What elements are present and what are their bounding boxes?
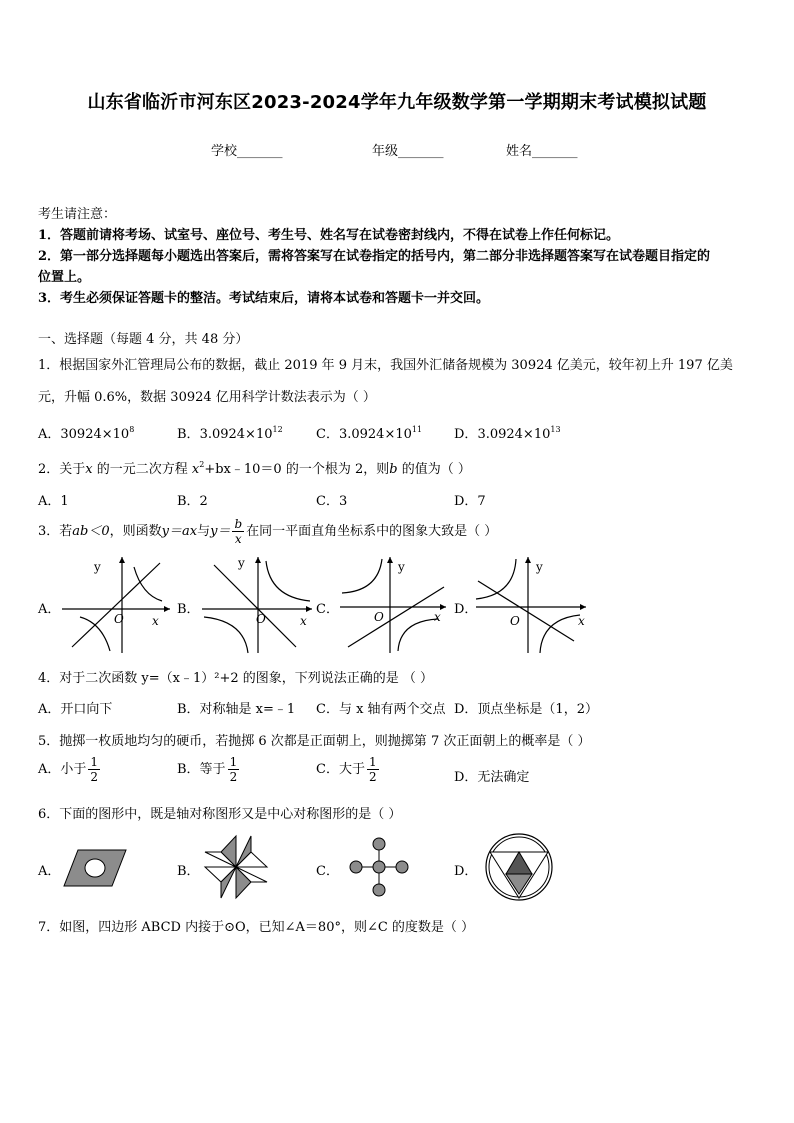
y-label: y xyxy=(398,560,405,574)
numerator: 1 xyxy=(90,755,99,769)
notice-item-2-cont: 位置上。 xyxy=(38,270,91,285)
origin-label: O xyxy=(114,612,124,626)
hyperbola-branch-1 xyxy=(342,559,382,593)
circle-hole xyxy=(85,859,105,877)
q1-option-a xyxy=(38,423,134,442)
q6-option-b-letter: B． xyxy=(177,864,200,879)
option-base: 3.0924×10 xyxy=(477,427,551,442)
x-label: x xyxy=(578,614,585,628)
q3-option-b-letter: B． xyxy=(177,602,200,617)
notice-heading: 考生请注意： xyxy=(38,207,117,222)
x-axis-arrow xyxy=(580,604,586,610)
q3-f2-den: x xyxy=(232,531,244,545)
q4-option-a: A．开口向下 xyxy=(38,702,113,717)
q5-option-c xyxy=(316,756,381,783)
option-prefix: A．小于 xyxy=(38,762,87,777)
section-heading: 一、选择题（每题 4 分，共 48 分） xyxy=(38,332,249,347)
name-field xyxy=(506,140,578,159)
school-label: 学校 xyxy=(211,144,238,159)
notice-item-3: 3．考生必须保证答题卡的整洁。考试结束后，请将本试卷和答题卡一并交回。 xyxy=(38,291,490,306)
denominator: 2 xyxy=(90,770,99,784)
y-label: y xyxy=(536,560,543,574)
hyperbola-branch-2 xyxy=(540,615,580,653)
q1-option-d xyxy=(454,423,561,442)
q1-option-c xyxy=(316,423,422,442)
q2-eq-x: x xyxy=(191,462,200,477)
hyperbola-branch-1 xyxy=(476,559,516,599)
linear-line xyxy=(348,587,444,647)
grade-label: 年级 xyxy=(372,144,399,159)
q3-graph-d xyxy=(474,555,590,655)
option-exp: 11 xyxy=(411,425,423,434)
denominator: 2 xyxy=(368,770,377,784)
q3-f1: y＝ax xyxy=(161,524,198,539)
q2-stem xyxy=(38,458,471,477)
q2-pre: 2．关于 xyxy=(38,462,86,477)
y-axis-arrow xyxy=(387,557,393,563)
q2-var-b: b xyxy=(389,462,398,477)
q3-post: 在同一平面直角坐标系中的图象大致是（ ） xyxy=(246,524,498,539)
x-axis-arrow xyxy=(440,604,446,610)
q3-mid2: 与 xyxy=(197,524,211,539)
origin-label: O xyxy=(374,610,384,624)
q3-pre: 3．若 xyxy=(38,524,73,539)
linear-line xyxy=(478,581,574,641)
option-exp: 12 xyxy=(272,425,283,434)
q2-option-b: B．2 xyxy=(177,494,208,509)
hyperbola-branch-2 xyxy=(204,617,248,653)
q3-stem xyxy=(38,518,497,545)
q1-option-b xyxy=(177,423,283,442)
q2-option-c: C．3 xyxy=(316,494,348,509)
q4-option-d: D．顶点坐标是（1，2） xyxy=(454,702,598,717)
q6-stem: 6．下面的图形中，既是轴对称图形又是中心对称图形的是（ ） xyxy=(38,807,402,822)
q6-figure-d xyxy=(484,832,554,902)
q5-option-b xyxy=(177,756,241,783)
denominator: 2 xyxy=(229,770,238,784)
notice-item-2: 2．第一部分选择题每小题选出答案后，需将答案写在试卷指定的括号内，第二部分非选择题答案写在试卷题目指定的 xyxy=(38,249,711,264)
linear-line xyxy=(214,565,296,647)
q4-option-b: B．对称轴是 x=﹣1 xyxy=(177,702,296,717)
q3-option-c-letter: C． xyxy=(316,602,339,617)
grade-blank: _______ xyxy=(398,144,444,159)
circle-top xyxy=(373,838,385,850)
q6-figure-c xyxy=(346,836,412,898)
q2-eq-sup: 2 xyxy=(199,460,205,469)
option-base: 3.0924×10 xyxy=(338,427,412,442)
q4-option-c: C．与 x 轴有两个交点 xyxy=(316,702,446,717)
x-label: x xyxy=(152,614,159,628)
name-blank: _______ xyxy=(532,144,578,159)
x-axis-arrow xyxy=(164,606,170,612)
q3-mid1: ，则函数 xyxy=(109,524,162,539)
q2-var-x: x xyxy=(85,462,93,477)
y-axis-arrow xyxy=(525,557,531,563)
q6-figure-b xyxy=(203,834,269,900)
hyperbola-branch-2 xyxy=(80,617,110,651)
q3-cond: ab＜0 xyxy=(72,524,110,539)
q3-graph-b xyxy=(200,555,315,655)
q3-f2-lhs: y＝ xyxy=(210,524,231,539)
hyperbola-branch-1 xyxy=(266,561,310,601)
fraction xyxy=(367,756,379,783)
circle-left xyxy=(350,861,362,873)
y-label: y xyxy=(94,560,101,574)
y-label: y xyxy=(238,556,245,570)
school-blank: _______ xyxy=(237,144,283,159)
q3-f2-frac xyxy=(232,518,244,545)
name-label: 姓名 xyxy=(506,144,533,159)
q5-option-d: D．无法确定 xyxy=(454,770,530,785)
school-field xyxy=(211,140,283,159)
q5-stem: 5．抛掷一枚质地均匀的硬币，若抛掷 6 次都是正面朝上，则抛掷第 7 次正面朝上的概率是（ ） xyxy=(38,734,591,749)
page-title: 山东省临沂市河东区2023-2024学年九年级数学第一学期期末考试模拟试题 xyxy=(87,92,707,113)
q2-option-a: A．1 xyxy=(38,494,69,509)
x-label: x xyxy=(434,610,441,624)
circle-bottom xyxy=(373,884,385,896)
linear-line xyxy=(72,563,160,647)
origin-label: O xyxy=(256,612,266,626)
option-letter: C． xyxy=(316,427,339,442)
q3-option-a-letter: A． xyxy=(38,602,61,617)
q6-option-d-letter: D． xyxy=(454,864,478,879)
y-axis-arrow xyxy=(255,557,261,563)
circle-center xyxy=(373,861,385,873)
option-letter: A． xyxy=(38,427,61,442)
y-axis-arrow xyxy=(119,557,125,563)
option-prefix: B．等于 xyxy=(177,762,226,777)
q2-mid1: 的一元二次方程 xyxy=(92,462,192,477)
fraction xyxy=(228,756,240,783)
q2-post: 的值为（ ） xyxy=(397,462,471,477)
q1-line1: 1．根据国家外汇管理局公布的数据，截止 2019 年 9 月末，我国外汇储备规模为 30924 亿美元，较年初上升 197 亿美 xyxy=(38,358,733,373)
q5-option-a xyxy=(38,756,102,783)
q3-graph-c xyxy=(338,555,450,655)
option-letter: D． xyxy=(454,427,478,442)
q3-option-d-letter: D． xyxy=(454,602,478,617)
q3-graph-a xyxy=(62,555,172,655)
x-label: x xyxy=(300,614,307,628)
q4-stem: 4．对于二次函数 y=（x﹣1）²+2 的图象，下列说法正确的是 （ ） xyxy=(38,671,434,686)
q6-figure-a xyxy=(62,848,128,888)
q6-option-a-letter: A． xyxy=(38,864,61,879)
q2-eq-rest: +bx﹣10＝0 xyxy=(204,462,282,477)
origin-label: O xyxy=(510,614,520,628)
x-axis-arrow xyxy=(306,606,312,612)
option-base: 30924×10 xyxy=(60,427,130,442)
q2-option-d: D．7 xyxy=(454,494,486,509)
option-base: 3.0924×10 xyxy=(199,427,273,442)
q1-line2: 元，升幅 0.6%，数据 30924 亿用科学计数法表示为（ ） xyxy=(38,390,376,405)
fraction xyxy=(88,756,100,783)
grade-field xyxy=(372,140,444,159)
q6-option-c-letter: C． xyxy=(316,864,339,879)
numerator: 1 xyxy=(229,755,238,769)
q2-mid2: 的一个根为 2，则 xyxy=(281,462,390,477)
option-exp: 13 xyxy=(550,425,561,434)
q3-f2-num: b xyxy=(234,517,243,531)
q7-stem: 7．如图，四边形 ABCD 内接于⊙O，已知∠A＝80°，则∠C 的度数是（ ） xyxy=(38,920,475,935)
notice-item-1: 1．答题前请将考场、试室号、座位号、考生号、姓名写在试卷密封线内，不得在试卷上作任何标记。 xyxy=(38,228,620,243)
hyperbola-branch-2 xyxy=(398,619,438,651)
numerator: 1 xyxy=(368,755,377,769)
option-exp: 8 xyxy=(129,425,135,434)
option-letter: B． xyxy=(177,427,200,442)
circle-right xyxy=(396,861,408,873)
option-prefix: C．大于 xyxy=(316,762,365,777)
